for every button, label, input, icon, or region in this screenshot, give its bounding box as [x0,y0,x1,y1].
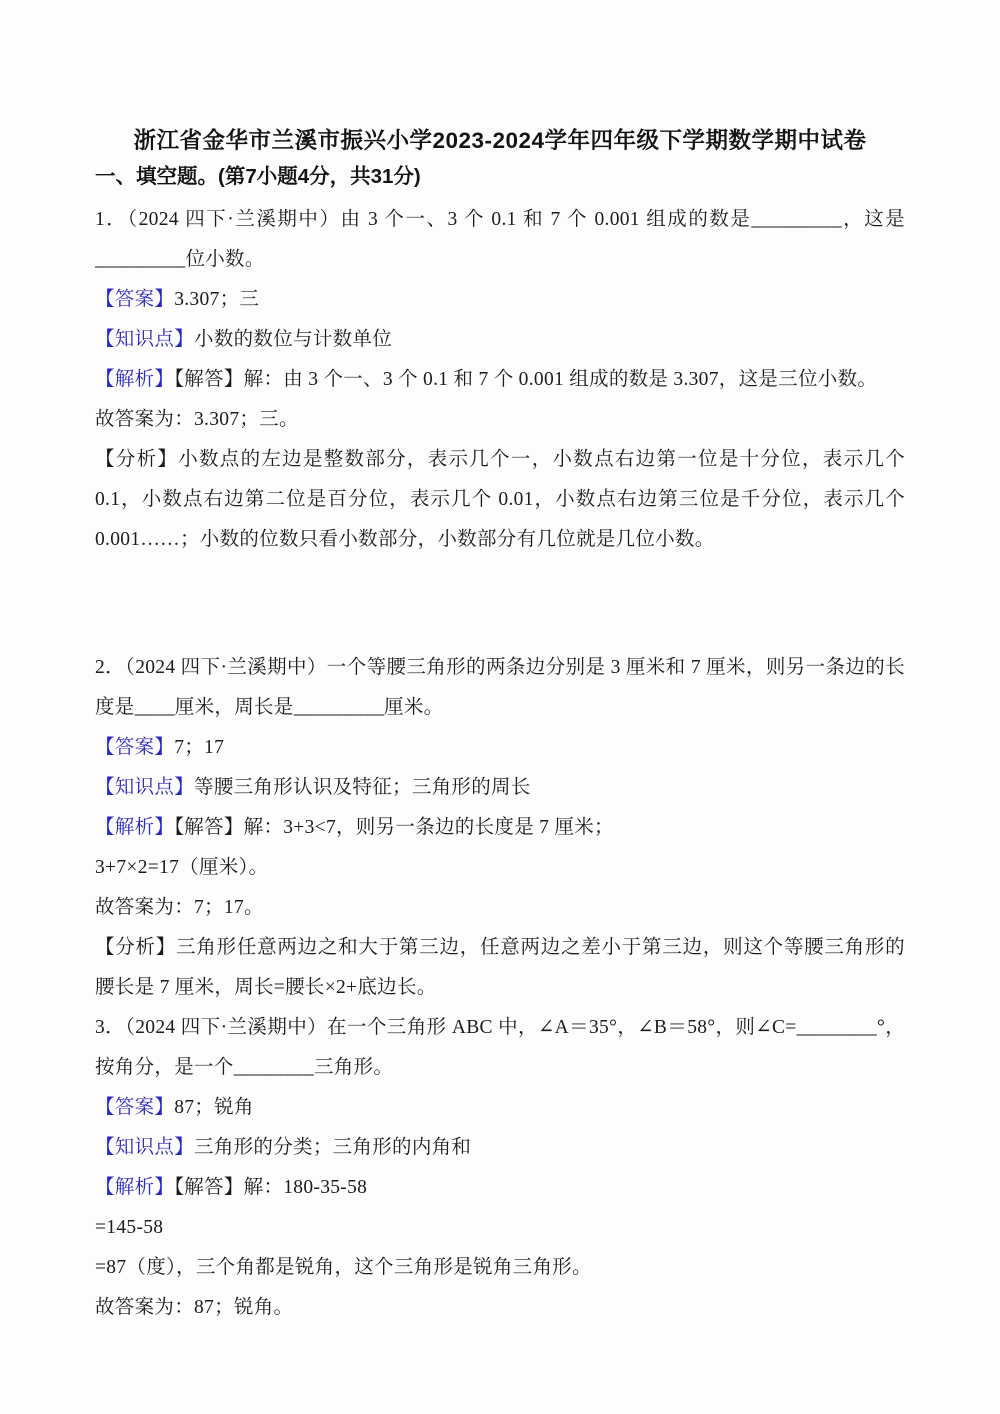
solution-text: 【解答】解：3+3<7，则另一条边的长度是 7 厘米； [174,817,614,838]
question-block-3 [95,1008,905,1328]
knowledge-line [95,1128,905,1168]
question-stem-text: （2024 四下·兰溪期中）一个等腰三角形的两条边分别是 3 厘米和 7 厘米，则另一条边的长度是____厘米，周长是_________厘米。 [95,657,906,718]
analysis-text: 三角形任意两边之和大于第三边，任意两边之差小于第三边，则这个等腰三角形的腰长是 7 厘米，周长=腰长×2+底边长。 [95,937,905,998]
question-number: 2． [95,657,126,678]
answer-text: 7；17 [174,737,225,758]
analysis-line [95,440,905,560]
solution-line [95,360,905,400]
solution-line [95,888,905,928]
answer-line [95,280,905,320]
knowledge-line [95,768,905,808]
solution-line [95,808,905,848]
question-number: 3． [95,1017,126,1038]
solution-text: 3+7×2=17（厘米）。 [95,857,269,878]
jiexi-label: 【解析】 [95,1177,175,1198]
question-stem [95,1008,905,1088]
knowledge-text: 小数的数位与计数单位 [194,329,393,350]
answer-line [95,1088,905,1128]
answer-text: 3.307；三 [174,289,260,310]
solution-line [95,1208,905,1248]
solution-text: 故答案为：3.307；三。 [95,409,299,430]
knowledge-label: 【知识点】 [95,777,195,798]
solution-text: 故答案为：7；17。 [95,897,264,918]
knowledge-text: 等腰三角形认识及特征；三角形的周长 [194,777,531,798]
solution-line [95,1248,905,1288]
jiexi-label: 【解析】 [95,369,175,390]
analysis-text: 小数点的左边是整数部分，表示几个一，小数点右边第一位是十分位，表示几个 0.1，小数点右边第二位是百分位，表示几个 0.01，小数点右边第三位是千分位，表示几个 0.001……；小数的位数只看小数部分，小数部分有几位就是几位小数。 [95,449,905,550]
page-title: 浙江省金华市兰溪市振兴小学2023-2024学年四年级下学期数学期中试卷 [133,128,867,153]
solution-text: =87（度），三个角都是锐角，这个三角形是锐角三角形。 [95,1257,592,1278]
section-heading: 一、填空题。(第7小题4分，共31分) [95,165,421,188]
question-number: 1． [95,209,128,230]
fenxi-label: 【分析】 [95,449,179,470]
question-block-2 [95,648,905,1008]
solution-text: =145-58 [95,1217,164,1238]
question-stem-text: （2024 四下·兰溪期中）由 3 个一、3 个 0.1 和 7 个 0.001 组成的数是_________，这是_________位小数。 [95,209,905,270]
question-stem [95,648,905,728]
analysis-line [95,928,905,1008]
solution-text: 【解答】解：180-35-58 [174,1177,368,1198]
question-stem [95,200,905,280]
answer-line [95,728,905,768]
solution-line [95,1168,905,1208]
solution-text: 【解答】解：由 3 个一、3 个 0.1 和 7 个 0.001 组成的数是 3.307，这是三位小数。 [174,369,878,390]
knowledge-label: 【知识点】 [95,329,195,350]
jiexi-label: 【解析】 [95,817,175,838]
fenxi-label: 【分析】 [95,937,177,958]
solution-line [95,1288,905,1328]
knowledge-label: 【知识点】 [95,1137,195,1158]
answer-label: 【答案】 [95,737,175,758]
solution-line [95,848,905,888]
solution-text: 故答案为：87；锐角。 [95,1297,294,1318]
solution-line [95,400,905,440]
answer-text: 87；锐角 [174,1097,254,1118]
knowledge-text: 三角形的分类；三角形的内角和 [194,1137,472,1158]
question-block-1 [95,200,905,560]
answer-label: 【答案】 [95,289,175,310]
answer-label: 【答案】 [95,1097,175,1118]
knowledge-line [95,320,905,360]
question-stem-text: （2024 四下·兰溪期中）在一个三角形 ABC 中，∠A＝35°，∠B＝58°，则∠C=________°，按角分，是一个________三角形。 [95,1017,906,1078]
